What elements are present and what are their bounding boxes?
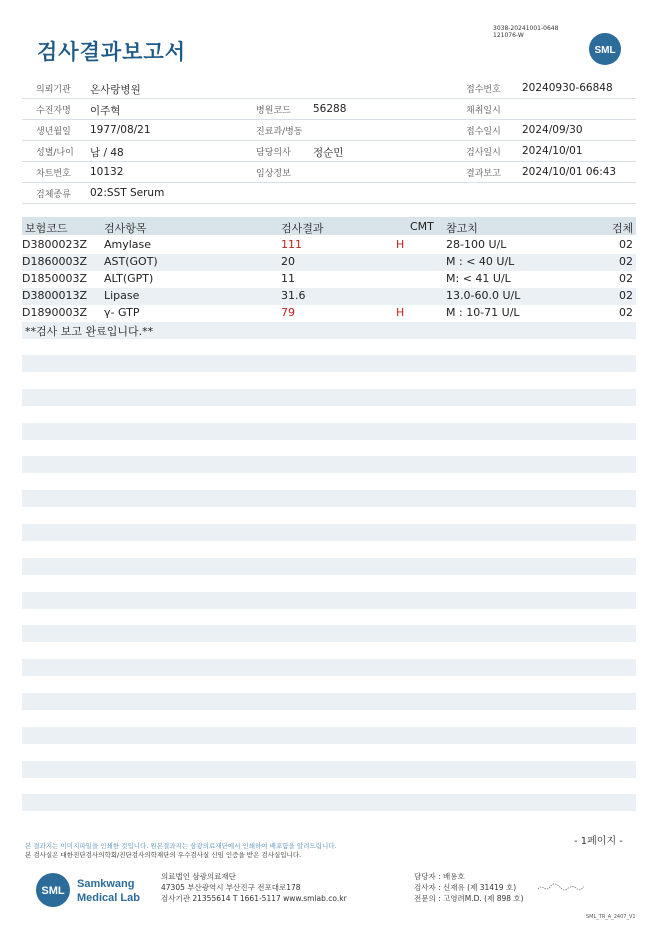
info-row: 의뢰기관 온사랑병원 접수번호 20240930-66848 bbox=[22, 78, 636, 99]
info-row: 생년월일 1977/08/21 진료과/병동 접수일시 2024/09/30 bbox=[22, 120, 636, 141]
empty-row-stripe bbox=[22, 558, 636, 575]
empty-row-stripe bbox=[22, 727, 636, 744]
empty-row-stripe bbox=[22, 659, 636, 676]
signature-block: 담당자 : 배용호 검사자 : 신재유 (제 31419 호) 전문의 : 고영려M.D. (제 898 호) bbox=[414, 872, 524, 903]
header-result: 검사결과 bbox=[281, 222, 324, 235]
empty-row-stripe bbox=[22, 693, 636, 710]
empty-row-stripe bbox=[22, 456, 636, 473]
header-code: 보험코드 bbox=[25, 222, 68, 235]
info-row: 성별/나이 남 / 48 담당의사 정순민 검사일시 2024/10/01 bbox=[22, 141, 636, 162]
info-row: 수진자명 이주혁 병원코드 56288 채취일시 bbox=[22, 99, 636, 120]
page-number: - 1페이지 - bbox=[574, 836, 623, 847]
svg-text:SML: SML bbox=[41, 885, 65, 897]
empty-row-stripe bbox=[22, 389, 636, 406]
header-cmt: CMT bbox=[410, 220, 434, 233]
info-row: 차트번호 10132 임상정보 결과보고 2024/10/01 06:43 bbox=[22, 162, 636, 183]
footnote-certification: 본 검사실은 대한진단검사의학회/진단검사의학재단의 우수검사실 신임 인증을 받은 검사실입니다. bbox=[25, 851, 302, 859]
empty-row-stripe bbox=[22, 625, 636, 642]
empty-row-stripe bbox=[22, 794, 636, 811]
table-row: D3800013Z Lipase 31.6 13.0-60.0 U/L 02 bbox=[22, 288, 636, 305]
results-table-header bbox=[22, 217, 636, 235]
table-row: D1860003Z AST(GOT) 20 M : < 40 U/L 02 bbox=[22, 254, 636, 271]
samkwang-logo bbox=[35, 872, 145, 912]
empty-row-stripe bbox=[22, 490, 636, 507]
svg-text:Samkwang: Samkwang bbox=[77, 878, 135, 890]
info-row: 검체종류 02:SST Serum bbox=[22, 183, 636, 204]
lab-info: 의료법인 삼광의료재단 47305 부산광역시 부산진구 전포대로178 검사기관 21355614 T 1661-5117 www.smlab.co.kr bbox=[161, 872, 347, 903]
page-title: 검사결과보고서 bbox=[37, 40, 187, 64]
table-row: D1850003Z ALT(GPT) 11 M: < 41 U/L 02 bbox=[22, 272, 633, 285]
empty-row-stripe bbox=[22, 761, 636, 778]
table-row: D3800023Z Amylase 111 H 28-100 U/L 02 bbox=[22, 238, 633, 251]
header-specimen: 검체 bbox=[612, 222, 634, 235]
empty-row-stripe bbox=[22, 592, 636, 609]
footnote-print-notice: 본 결과지는 이미지파일을 인쇄한 것입니다. 원본결과지는 삼광의료재단에서 인쇄하여 배포함을 알려드립니다. bbox=[25, 842, 337, 850]
svg-text:SML: SML bbox=[594, 45, 616, 56]
document-id: 3038-20241001-0648 121076-W bbox=[493, 25, 559, 39]
empty-row-stripe bbox=[22, 524, 636, 541]
header-reference: 참고치 bbox=[446, 222, 478, 235]
completion-note: **검사 보고 완료입니다.** bbox=[25, 325, 154, 338]
form-number: SML_TR_A_2407_V1 bbox=[586, 914, 636, 920]
signature-image bbox=[536, 879, 586, 895]
sml-logo bbox=[588, 32, 622, 66]
empty-row-stripe bbox=[22, 355, 636, 372]
header-item: 검사항목 bbox=[104, 222, 147, 235]
svg-text:Medical Lab: Medical Lab bbox=[77, 892, 140, 904]
completion-note-row bbox=[22, 322, 636, 339]
table-row: D1890003Z γ- GTP 79 H M : 10-71 U/L 02 bbox=[22, 306, 633, 319]
empty-row-stripe bbox=[22, 423, 636, 440]
